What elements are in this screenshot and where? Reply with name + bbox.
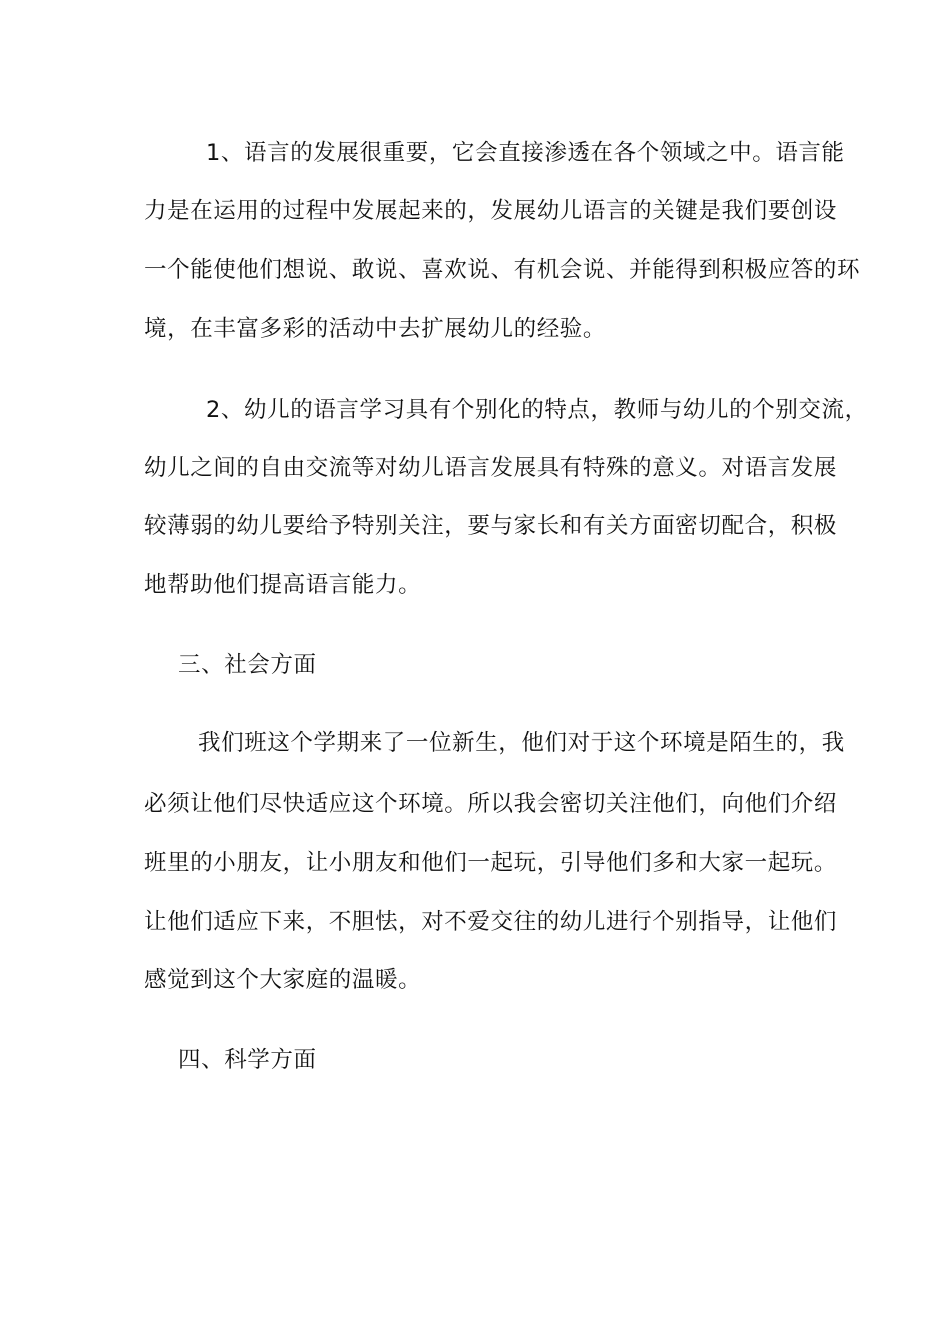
para2-line-1: 2、幼儿的语言学习具有个别化的特点，教师与幼儿的个别交流， bbox=[206, 397, 868, 423]
para2-line-2: 幼儿之间的自由交流等对幼儿语言发展具有特殊的意义。对语言发展 bbox=[144, 455, 838, 481]
para3-line-4: 让他们适应下来，不胆怯，对不爱交往的幼儿进行个别指导，让他们 bbox=[144, 909, 838, 935]
para2-line-4: 地帮助他们提高语言能力。 bbox=[144, 572, 422, 598]
section-heading-social: 三、社会方面 bbox=[178, 652, 317, 678]
para1-line-2: 力是在运用的过程中发展起来的，发展幼儿语言的关键是我们要创设 bbox=[144, 198, 838, 224]
para3-line-1: 我们班这个学期来了一位新生，他们对于这个环境是陌生的，我 bbox=[198, 730, 845, 756]
para1-line-4: 境，在丰富多彩的活动中去扩展幼儿的经验。 bbox=[144, 316, 607, 342]
para3-line-3: 班里的小朋友，让小朋友和他们一起玩，引导他们多和大家一起玩。 bbox=[144, 850, 838, 876]
section-heading-science: 四、科学方面 bbox=[178, 1047, 317, 1073]
para1-line-1: 1、语言的发展很重要，它会直接渗透在各个领域之中。语言能 bbox=[206, 140, 845, 166]
para1-line-3: 一个能使他们想说、敢说、喜欢说、有机会说、并能得到积极应答的环 bbox=[144, 257, 861, 283]
para3-line-5: 感觉到这个大家庭的温暖。 bbox=[144, 967, 422, 993]
para3-line-2: 必须让他们尽快适应这个环境。所以我会密切关注他们，向他们介绍 bbox=[144, 791, 838, 817]
para2-line-3: 较薄弱的幼儿要给予特别关注，要与家长和有关方面密切配合，积极 bbox=[144, 513, 838, 539]
